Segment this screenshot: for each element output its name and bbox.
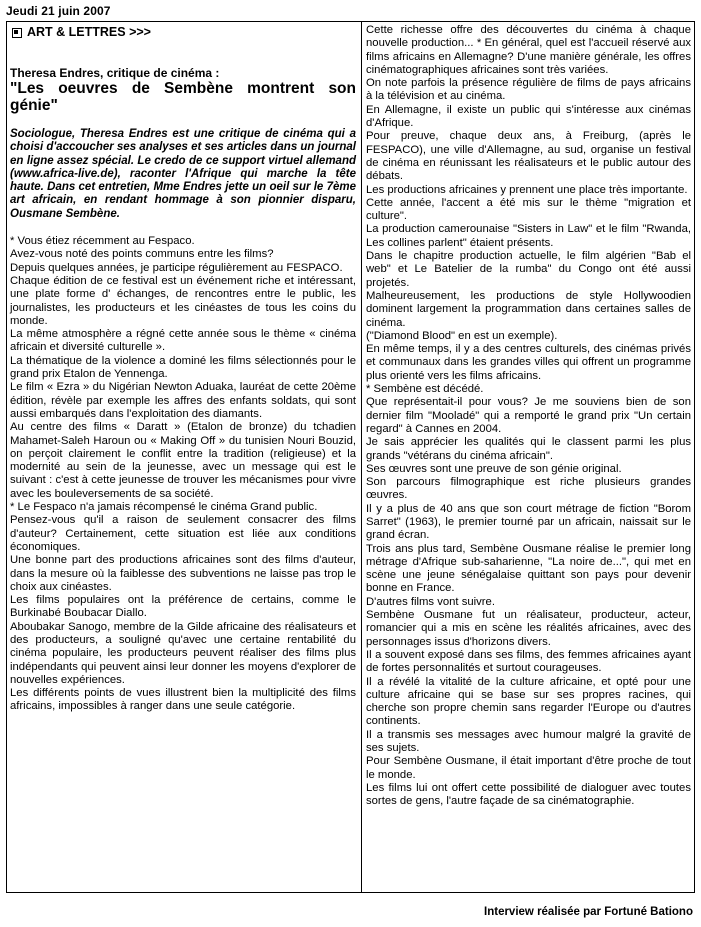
paragraph: Son parcours filmographique est riche plusieurs grandes œuvres. [366, 476, 691, 502]
paragraph: D'autres films vont suivre. [366, 595, 495, 608]
checkbox-icon [12, 28, 22, 38]
paragraph: Pour preuve, chaque deux ans, à Freiburg, (après le FESPACO), une ville d'Allemagne, au sud, organise un festival de cinéma en réunissant les réalisateurs et le public autour des débats. [366, 130, 691, 183]
paragraph: Une bonne part des productions africaines sont des films d'auteur, dans la mesure où la faiblesse des subventions ne laisse pas trop le choix aux cinéastes. [10, 554, 356, 593]
paragraph: La même atmosphère a régné cette année sous le thème « cinéma africain et diversité culturelle ». [10, 328, 356, 354]
right-column [366, 24, 691, 809]
paragraph: Je sais apprécier les qualités qui le classent parmi les plus grands "vétérans du cinéma africain". [366, 436, 691, 462]
paragraph: Il a souvent exposé dans ses films, des femmes africaines ayant de fortes personnalités et surtout courageuses. [366, 648, 691, 675]
paragraph: Pour Sembène Ousmane, il était important d'être proche de tout le monde. [366, 755, 691, 781]
paragraph: Cette richesse offre des découvertes du cinéma à chaque nouvelle production... * En général, quel est l'accueil réservé aux films africains en Allemagne? D'une manière générale, les offres cinématographiques africaines sont très variées. [366, 24, 691, 76]
paragraph: Au centre des films « Daratt » (Etalon de bronze) du tchadien Mahamet-Saleh Haroun ou « Making Off » du tunisien Nouri Bouzid, on perçoit clairement le conflit entre la tradition (religieuse) et la modernité au sein de la jeunesse, avec un message qui est le suivant : c'est à cette jeunesse de trouver les mécanismes pour vivre avec les bouleversements de sa société. [10, 421, 356, 500]
left-column-body [10, 235, 356, 714]
paragraph: * Sembène est décédé. [366, 383, 484, 396]
paragraph: Chaque édition de ce festival est un événement riche et intéressant, une plate forme d' échanges, de rencontres entre le public, les journalistes, les producteurs et les cinéastes de tous les coins du monde. [10, 274, 356, 327]
paragraph: Dans le chapitre production actuelle, le film algérien "Bab el web" et Le Batelier de la rumba" du Congo ont été aussi projetés. [366, 250, 691, 289]
article-headline: "Les oeuvres de Sembène montrent son génie" [10, 80, 356, 114]
paragraph: Les films lui ont offert cette possibilité de dialoguer avec toutes sortes de gens, l'autre façade de sa cinématographie. [366, 781, 691, 808]
paragraph: * Le Fespaco n'a jamais récompensé le cinéma Grand public. [10, 501, 318, 514]
article-intro: Sociologue, Theresa Endres est une critique de cinéma qui a choisi d'accoucher ses analyses et ses articles dans un journal en ligne assez spécial. Le credo de ce support virtuel allemand (www.africa-live.de), raconter l'Afrique qui marche la tête haute. Dans cet entretien, Mme Endres jette un oeil sur le 7ème art africain, en rendant hommage à son pionnier disparu, Ousmane Sembène. [10, 128, 356, 220]
article-byline: Theresa Endres, critique de cinéma : [10, 66, 220, 80]
paragraph: Avez-vous noté des points communs entre les films? [10, 248, 274, 261]
paragraph: Ses œuvres sont une preuve de son génie original. [366, 462, 622, 475]
paragraph: Les différents points de vues illustrent bien la multiplicité des films africains, impossibles à ranger dans une seule catégorie. [10, 687, 356, 713]
publication-date: Jeudi 21 juin 2007 [6, 4, 111, 18]
paragraph: Les films populaires ont la préférence de certains, comme le Burkinabé Boubacar Diallo. [10, 594, 356, 620]
paragraph: Depuis quelques années, je participe régulièrement au FESPACO. [10, 261, 343, 274]
paragraph: Malheureusement, les productions de style Hollywoodien dominent largement la programmation dans certaines salles de cinéma. [366, 289, 691, 329]
paragraph: Aboubakar Sanogo, membre de la Gilde africaine des réalisateurs et des producteurs, a souligné qu'avec une certaine rentabilité du cinéma populaire, les producteurs peuvent réaliser des films plus indépendants qui peuvent ainsi leur donner les moyens d'explorer de nouvelles expériences. [10, 620, 356, 686]
left-column [10, 66, 356, 714]
paragraph: Cette année, l'accent a été mis sur le thème "migration et culture". [366, 196, 691, 223]
paragraph: Il a transmis ses messages avec humour malgré la gravité de ses sujets. [366, 728, 691, 755]
paragraph: En même temps, il y a des centres culturels, des cinémas privés et communaux dans les grandes villes qui offrent un programme plus orienté vers les films africains. [366, 343, 691, 382]
paragraph: ("Diamond Blood" en est un exemple). [366, 329, 558, 342]
section-title: ART & LETTRES >>> [27, 25, 151, 39]
paragraph: Pensez-vous qu'il a raison de seulement consacrer des films d'auteur? Certainement, cette situation est liée aux conditions économiques. [10, 514, 356, 553]
paragraph: On note parfois la présence régulière de films de pays africains à la télévision et au cinéma. [366, 77, 691, 103]
paragraph: Il a révélé la vitalité de la culture africaine, et opté pour une culture africaine qui se base sur ses propres racines, qui cherche son propre chemin sans regarder l'Europe ou d'autres continents. [366, 675, 691, 728]
interview-credit: Interview réalisée par Fortuné Bationo [484, 906, 693, 918]
right-column-body [366, 24, 691, 809]
paragraph: Les productions africaines y prennent une place très importante. [366, 183, 688, 196]
paragraph: Il y a plus de 40 ans que son court métrage de fiction "Borom Sarret" (1963), le premier tourné par un africain, naissait sur le grand écran. [366, 502, 691, 542]
paragraph: Le film « Ezra » du Nigérian Newton Aduaka, lauréat de cette 20ème édition, révèle par exemple les affres des enfants soldats, qui sont aussi embarqués dans l'exploitation des diamants. [10, 381, 356, 420]
section-header [12, 25, 151, 40]
paragraph: * Vous étiez récemment au Fespaco. [10, 235, 195, 248]
paragraph: Que représentait-il pour vous? Je me souviens bien de son dernier film "Mooladé" qui a remporté le grand prix "Un certain regard" à Cannes en 2004. [366, 396, 691, 435]
column-divider [361, 21, 362, 893]
paragraph: Trois ans plus tard, Sembène Ousmane réalise le premier long métrage d'Afrique sub-saharienne, "La noire de...", qui met en scène une jeune sénégalaise quittant son pays pour devenir bonne en France. [366, 542, 691, 595]
paragraph: Sembène Ousmane fut un réalisateur, producteur, acteur, romancier qui a mis en scène les réalités africaines, avec des personnages issus d'horizons divers. [366, 609, 691, 648]
paragraph: La thématique de la violence a dominé les films sélectionnés pour le grand prix Etalon de Yennenga. [10, 354, 356, 381]
paragraph: En Allemagne, il existe un public qui s'intéresse aux cinémas d'Afrique. [366, 103, 691, 130]
paragraph: La production camerounaise "Sisters in Law" et le film "Rwanda, Les collines parlent" étaient présents. [366, 223, 691, 249]
